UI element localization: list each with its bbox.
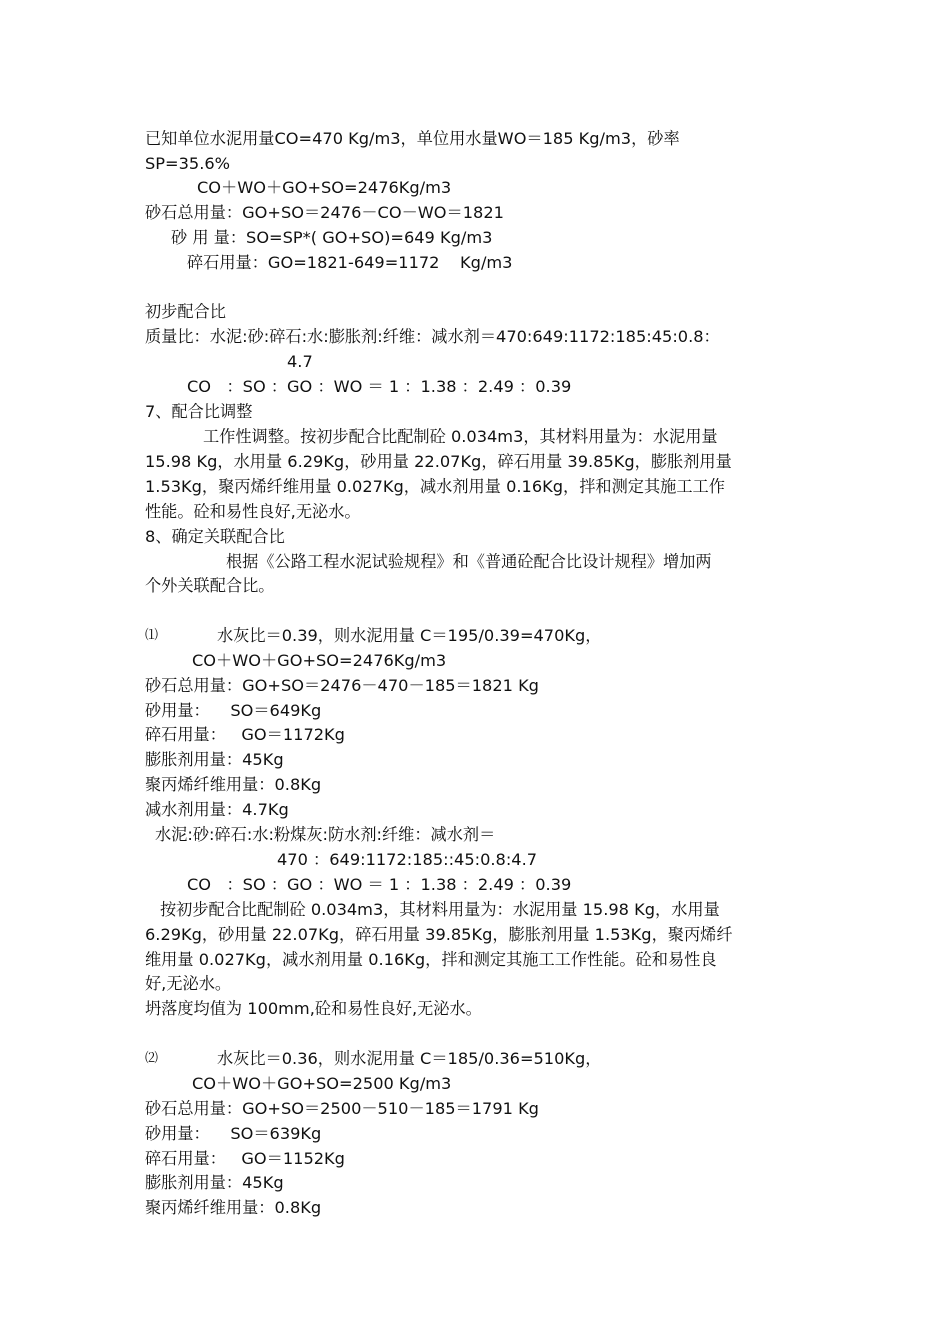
text-line: 砂石总用量：GO+SO＝2476－470－185＝1821 Kg xyxy=(145,676,539,695)
text-line: 初步配合比 xyxy=(145,302,226,321)
text-line: 性能。砼和易性良好,无泌水。 xyxy=(145,502,361,521)
text-line: 坍落度均值为 100mm,砼和易性良好,无泌水。 xyxy=(145,999,482,1018)
text-line: 碎石用量：GO=1821-649=1172 Kg/m3 xyxy=(187,253,513,272)
text-line: 已知单位水泥用量CO=470 Kg/m3，单位用水量WO＝185 Kg/m3，砂率 xyxy=(145,129,680,148)
text-line: 4.7 xyxy=(287,352,313,371)
text-line: 好,无泌水。 xyxy=(145,974,232,993)
text-line: CO＋WO＋GO+SO=2500 Kg/m3 xyxy=(192,1074,452,1093)
text-line: 水灰比＝0.39，则水泥用量 C＝195/0.39=470Kg， xyxy=(217,626,602,645)
text-line: 7、配合比调整 xyxy=(145,402,253,421)
text-line: 砂 用 量：SO=SP*( GO+SO)=649 Kg/m3 xyxy=(171,228,493,247)
text-line: CO＋WO＋GO+SO=2476Kg/m3 xyxy=(197,178,452,197)
text-line: 碎石用量： GO＝1152Kg xyxy=(145,1149,345,1168)
text-line: 根据《公路工程水泥试验规程》和《普通砼配合比设计规程》增加两 xyxy=(226,552,712,571)
text-line: CO＋WO＋GO+SO=2476Kg/m3 xyxy=(192,651,447,670)
text-line: 砂石总用量：GO+SO＝2500－510－185＝1791 Kg xyxy=(145,1099,539,1118)
text-line: 15.98 Kg，水用量 6.29Kg，砂用量 22.07Kg，碎石用量 39.85Kg，膨胀剂用量 xyxy=(145,452,732,471)
text-line: 水泥:砂:碎石:水:粉煤灰:防水剂:纤维：减水剂＝ xyxy=(155,825,496,844)
text-line: 碎石用量： GO＝1172Kg xyxy=(145,725,345,744)
text-line: 聚丙烯纤维用量：0.8Kg xyxy=(145,775,322,794)
text-line: SP=35.6% xyxy=(145,154,231,173)
text-line: ⑴ xyxy=(145,628,159,643)
text-line: 膨胀剂用量：45Kg xyxy=(145,750,284,769)
text-line: 减水剂用量：4.7Kg xyxy=(145,800,289,819)
text-line: CO ：SO ：GO ：WO ＝ 1 ：1.38 ：2.49 ：0.39 xyxy=(187,377,572,396)
text-line: 8、确定关联配合比 xyxy=(145,527,285,546)
text-line: 聚丙烯纤维用量：0.8Kg xyxy=(145,1198,322,1217)
text-line: CO ：SO ：GO ：WO ＝ 1 ：1.38 ：2.49 ：0.39 xyxy=(187,875,572,894)
text-line: 6.29Kg，砂用量 22.07Kg，碎石用量 39.85Kg，膨胀剂用量 1.53Kg，聚丙烯纤 xyxy=(145,925,733,944)
text-line: 按初步配合比配制砼 0.034m3，其材料用量为：水泥用量 15.98 Kg，水用量 xyxy=(160,900,720,919)
text-line: 砂用量： SO＝639Kg xyxy=(145,1124,322,1143)
text-line: 1.53Kg，聚丙烯纤维用量 0.027Kg，减水剂用量 0.16Kg，拌和测定其施工工作 xyxy=(145,477,725,496)
text-line: 维用量 0.027Kg，减水剂用量 0.16Kg，拌和测定其施工工作性能。砼和易性良 xyxy=(145,950,717,969)
text-line: 470 ：649:1172:185::45:0.8:4.7 xyxy=(277,850,538,869)
text-line: 工作性调整。按初步配合比配制砼 0.034m3，其材料用量为：水泥用量 xyxy=(203,427,718,446)
text-line: 膨胀剂用量：45Kg xyxy=(145,1173,284,1192)
text-line: 水灰比＝0.36，则水泥用量 C＝185/0.36=510Kg， xyxy=(217,1049,602,1068)
text-line: 砂石总用量：GO+SO＝2476－CO－WO＝1821 xyxy=(145,203,504,222)
text-line: 个外关联配合比。 xyxy=(145,576,275,595)
text-line: ⑵ xyxy=(145,1051,159,1066)
text-line: 砂用量： SO＝649Kg xyxy=(145,701,322,720)
text-line: 质量比：水泥:砂:碎石:水:膨胀剂:纤维：减水剂＝470:649:1172:185:45:0.8： xyxy=(145,327,720,346)
